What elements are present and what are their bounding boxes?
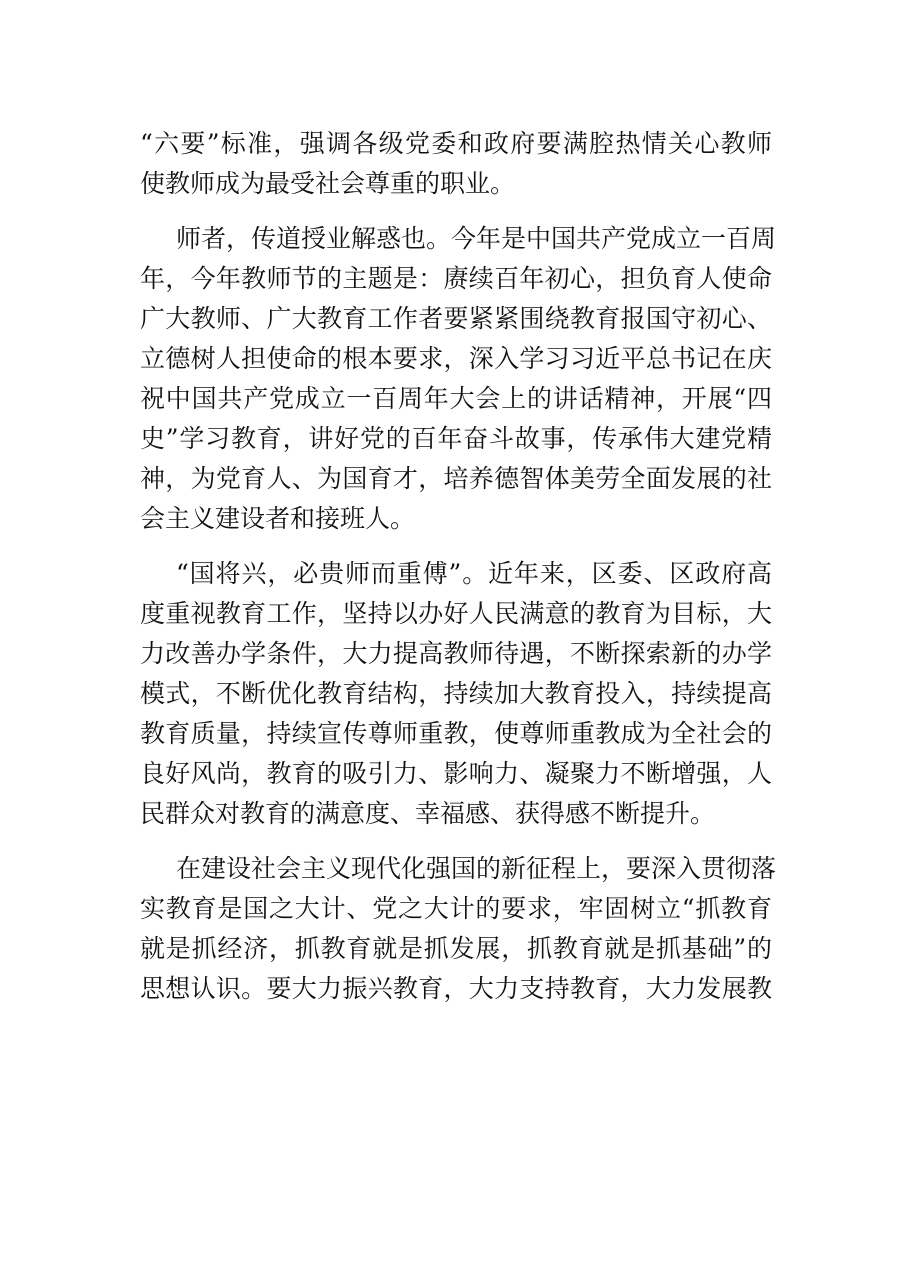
text-line: 会主义建设者和接班人。 (140, 504, 416, 533)
text-line: 立德树人担使命的根本要求，深入学习习近平总书记在庆 (140, 344, 772, 373)
text-line: 民群众对教育的满意度、幸福感、获得感不断提升。 (140, 799, 716, 828)
text-line: 实教育是国之大计、党之大计的要求，牢固树立“抓教育 (140, 894, 772, 923)
text-line: 力改善办学条件，大力提高教师待遇，不断探索新的办学 (140, 639, 772, 668)
text-line: 广大教师、广大教育工作者要紧紧围绕教育报国守初心、 (140, 304, 772, 333)
text-line: 教育质量，持续宣传尊师重教，使尊师重教成为全社会的 (140, 719, 772, 748)
text-line: 年，今年教师节的主题是：赓续百年初心，担负育人使命 (140, 264, 772, 293)
paragraph-3 (140, 554, 772, 834)
paragraph-1 (140, 124, 772, 204)
text-line: 师者，传道授业解惑也。今年是中国共产党成立一百周 (176, 224, 777, 253)
text-line: 神，为党育人、为国育才，培养德智体美劳全面发展的社 (140, 464, 772, 493)
paragraph-4 (140, 849, 777, 1009)
text-line: “六要”标准，强调各级党委和政府要满腔热情关心教师 (140, 129, 772, 158)
text-line: 使教师成为最受社会尊重的职业。 (140, 169, 516, 198)
text-line: 史”学习教育，讲好党的百年奋斗故事，传承伟大建党精 (140, 424, 772, 453)
text-line: 良好风尚，教育的吸引力、影响力、凝聚力不断增强，人 (140, 759, 772, 788)
text-line: 度重视教育工作，坚持以办好人民满意的教育为目标，大 (140, 599, 772, 628)
paragraph-2 (140, 219, 777, 539)
text-line: 祝中国共产党成立一百周年大会上的讲话精神，开展“四 (140, 384, 772, 413)
body-text (140, 124, 777, 1024)
text-line: 就是抓经济，抓教育就是抓发展，抓教育就是抓基础”的 (140, 934, 772, 963)
text-line: 模式，不断优化教育结构，持续加大教育投入，持续提高 (140, 679, 772, 708)
text-line: 在建设社会主义现代化强国的新征程上，要深入贯彻落 (176, 854, 777, 883)
text-line: 思想认识。要大力振兴教育，大力支持教育，大力发展教 (140, 974, 772, 1003)
text-line: “国将兴，必贵师而重傅”。近年来，区委、区政府高 (176, 559, 772, 588)
